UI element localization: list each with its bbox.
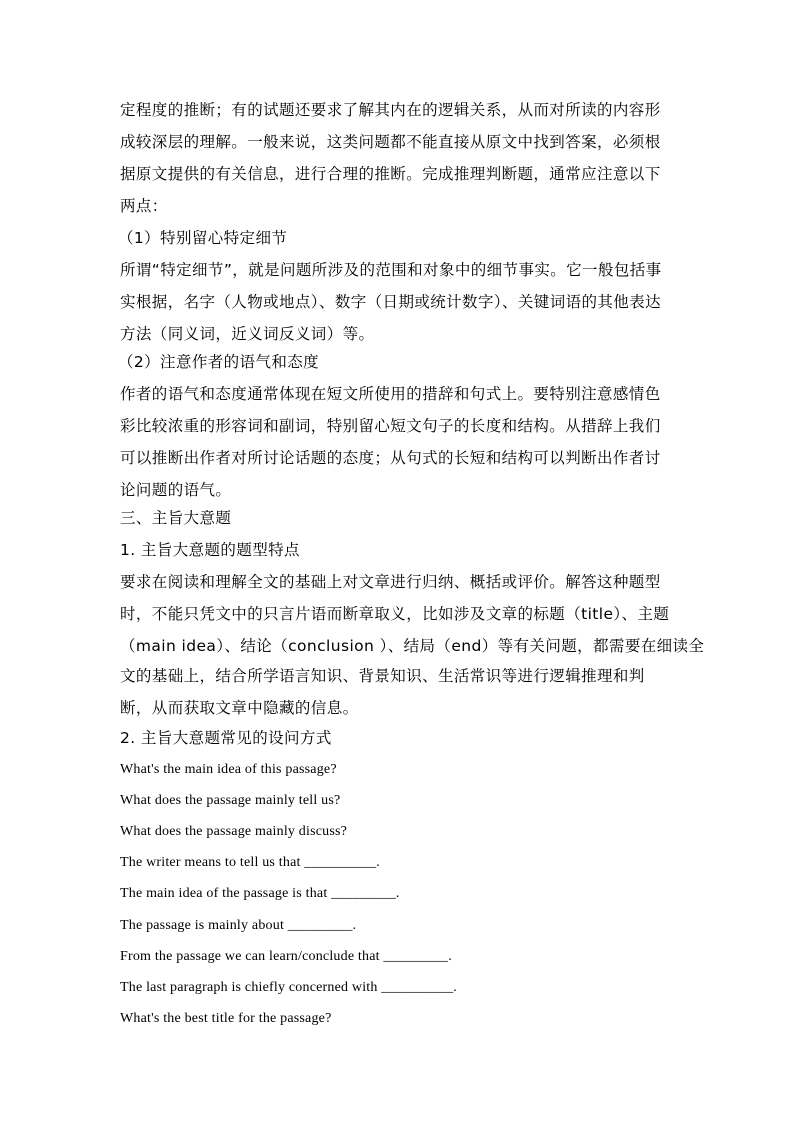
question-stem: What's the main idea of this passage? — [120, 762, 337, 777]
section-heading: 三、主旨大意题 — [120, 509, 232, 527]
text-line: 成较深层的理解。一般来说，这类问题都不能直接从原文中找到答案，必须根 — [120, 133, 661, 151]
text-line: 论问题的语气。 — [120, 481, 232, 499]
text-line: 彩比较浓重的形容词和副词，特别留心短文句子的长度和结构。从措辞上我们 — [120, 417, 661, 435]
question-stem: What does the passage mainly discuss? — [120, 824, 348, 839]
text-line: 可以推断出作者对所讨论话题的态度；从句式的长短和结构可以判断出作者讨 — [120, 449, 661, 467]
point-heading: （2）注意作者的语气和态度 — [118, 353, 320, 371]
question-stem: The last paragraph is chiefly concerned with __________. — [120, 980, 457, 995]
question-stem: The main idea of the passage is that _________. — [120, 886, 400, 901]
question-stem: What's the best title for the passage? — [120, 1011, 332, 1026]
text-line: 两点： — [120, 197, 168, 215]
question-stem: The writer means to tell us that __________. — [120, 855, 380, 870]
text-line: （main idea）、结论（conclusion ）、结局（end）等有关问题，都需要在细读全 — [120, 637, 705, 655]
question-stem: What does the passage mainly tell us? — [120, 793, 341, 808]
text-line: 定程度的推断；有的试题还要求了解其内在的逻辑关系，从而对所读的内容形 — [120, 101, 661, 119]
text-line: 文的基础上，结合所学语言知识、背景知识、生活常识等进行逻辑推理和判 — [120, 667, 645, 685]
subsection-heading: 1. 主旨大意题的题型特点 — [120, 541, 300, 559]
question-stem: From the passage we can learn/conclude that _________. — [120, 949, 452, 964]
question-stem: The passage is mainly about _________. — [120, 918, 357, 933]
text-line: 据原文提供的有关信息，进行合理的推断。完成推理判断题，通常应注意以下 — [120, 165, 661, 183]
text-line: 断，从而获取文章中隐藏的信息。 — [120, 699, 359, 717]
text-line: 作者的语气和态度通常体现在短文所使用的措辞和句式上。要特别注意感情色 — [120, 385, 661, 403]
point-heading: （1）特别留心特定细节 — [118, 229, 288, 247]
subsection-heading: 2. 主旨大意题常见的设问方式 — [120, 729, 332, 747]
text-line: 实根据，名字（人物或地点）、数字（日期或统计数字）、关键词语的其他表达 — [120, 293, 662, 311]
text-line: 要求在阅读和理解全文的基础上对文章进行归纳、概括或评价。解答这种题型 — [120, 573, 661, 591]
text-line: 时，不能只凭文中的只言片语而断章取义，比如涉及文章的标题（title）、主题 — [120, 605, 670, 623]
text-line: 方法（同义词，近义词反义词）等。 — [120, 325, 375, 343]
text-line: 所谓“特定细节”，就是问题所涉及的范围和对象中的细节事实。它一般包括事 — [120, 261, 662, 279]
